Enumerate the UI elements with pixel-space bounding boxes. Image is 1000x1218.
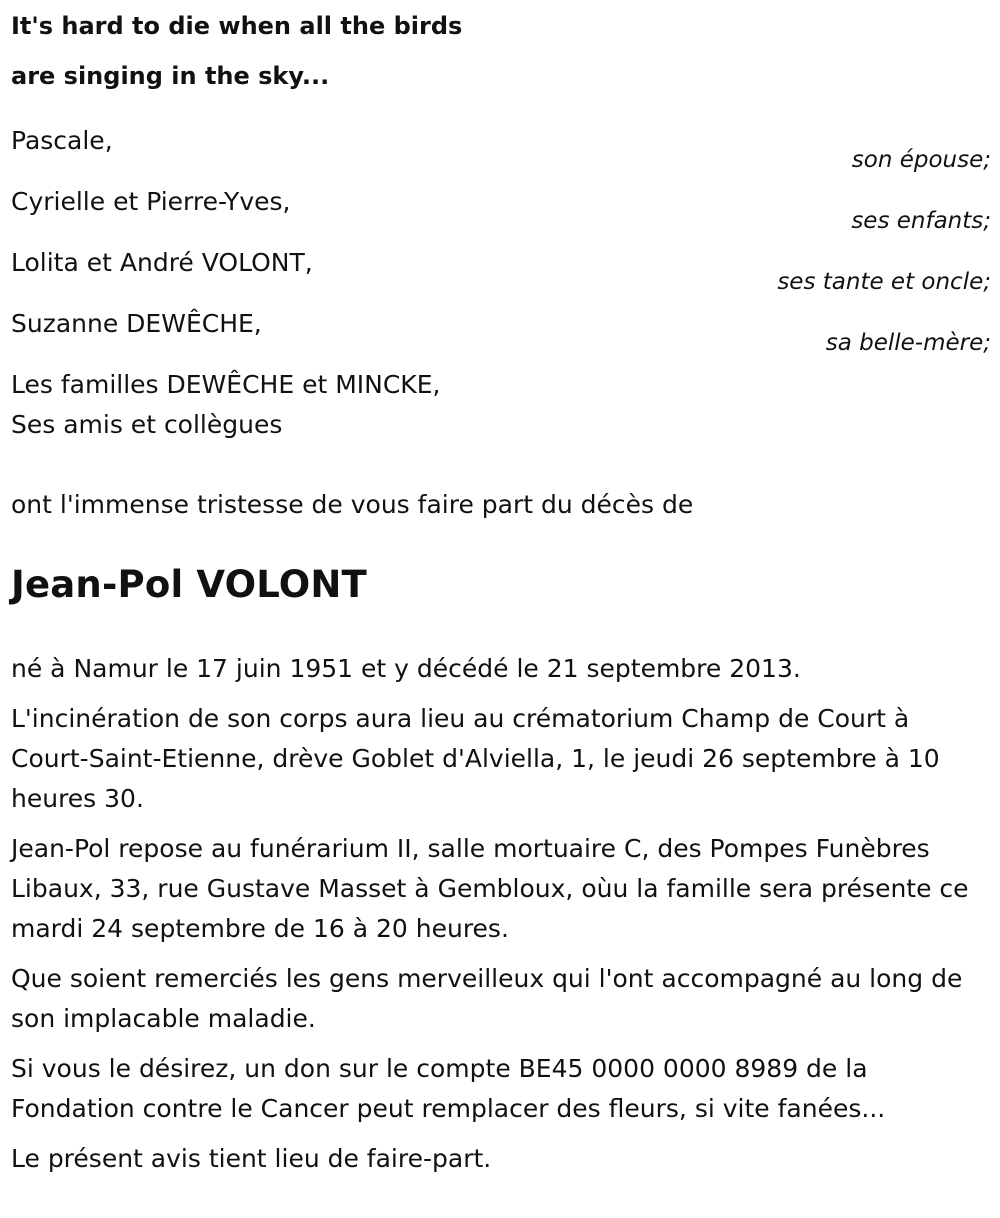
epigraph-quote: [11, 1, 991, 101]
family-entry: [11, 405, 991, 445]
details-section: [11, 649, 991, 1179]
family-member-name: Suzanne DEWÊCHE,: [11, 309, 262, 338]
family-member-name: Cyrielle et Pierre-Yves,: [11, 187, 291, 216]
family-member-name: Les familles DEWÊCHE et MINCKE,: [11, 370, 441, 399]
family-entry: [11, 304, 991, 355]
visitation-paragraph: Jean-Pol repose au funérarium II, salle mortuaire C, des Pompes Funèbres Libaux, 33, rue Gustave Masset à Gembloux, oùu la famille sera présente ce mardi 24 septembre de 16 à 20 heures.: [11, 834, 969, 943]
obituary-notice: [11, 0, 991, 1179]
cremation-paragraph: L'incinération de son corps aura lieu au crématorium Champ de Court à Court-Saint-Etienne, drève Goblet d'Alviella, 1, le jeudi 26 septembre à 10 heures 30.: [11, 704, 940, 813]
family-entry: [11, 365, 991, 405]
family-member-relation: ses tante et oncle;: [777, 269, 991, 295]
birth-death-paragraph: né à Namur le 17 juin 1951 et y décédé le 21 septembre 2013.: [11, 654, 801, 683]
thanks-paragraph: Que soient remerciés les gens merveilleux qui l'ont accompagné au long de son implacable maladie.: [11, 964, 963, 1033]
notice-paragraph: Le présent avis tient lieu de faire-part.: [11, 1144, 492, 1173]
family-member-relation: ses enfants;: [851, 208, 991, 234]
quote-line-1: It's hard to die when all the birds: [11, 12, 463, 40]
family-member-name: Pascale,: [11, 126, 113, 155]
family-member-relation: sa belle-mère;: [825, 330, 991, 356]
deceased-name: Jean-Pol VOLONT: [11, 563, 367, 606]
family-entry: [11, 121, 991, 172]
family-member-name: Ses amis et collègues: [11, 410, 283, 439]
announcement-intro: ont l'immense tristesse de vous faire part du décès de: [11, 490, 694, 519]
family-list: [11, 121, 991, 445]
donation-paragraph: Si vous le désirez, un don sur le compte BE45 0000 0000 8989 de la Fondation contre le Cancer peut remplacer des fleurs, si vite fanées...: [11, 1054, 886, 1123]
quote-line-2: are singing in the sky...: [11, 62, 330, 90]
family-entry: [11, 182, 991, 233]
family-member-relation: son épouse;: [851, 147, 991, 173]
family-member-name: Lolita et André VOLONT,: [11, 248, 313, 277]
family-entry: [11, 243, 991, 294]
